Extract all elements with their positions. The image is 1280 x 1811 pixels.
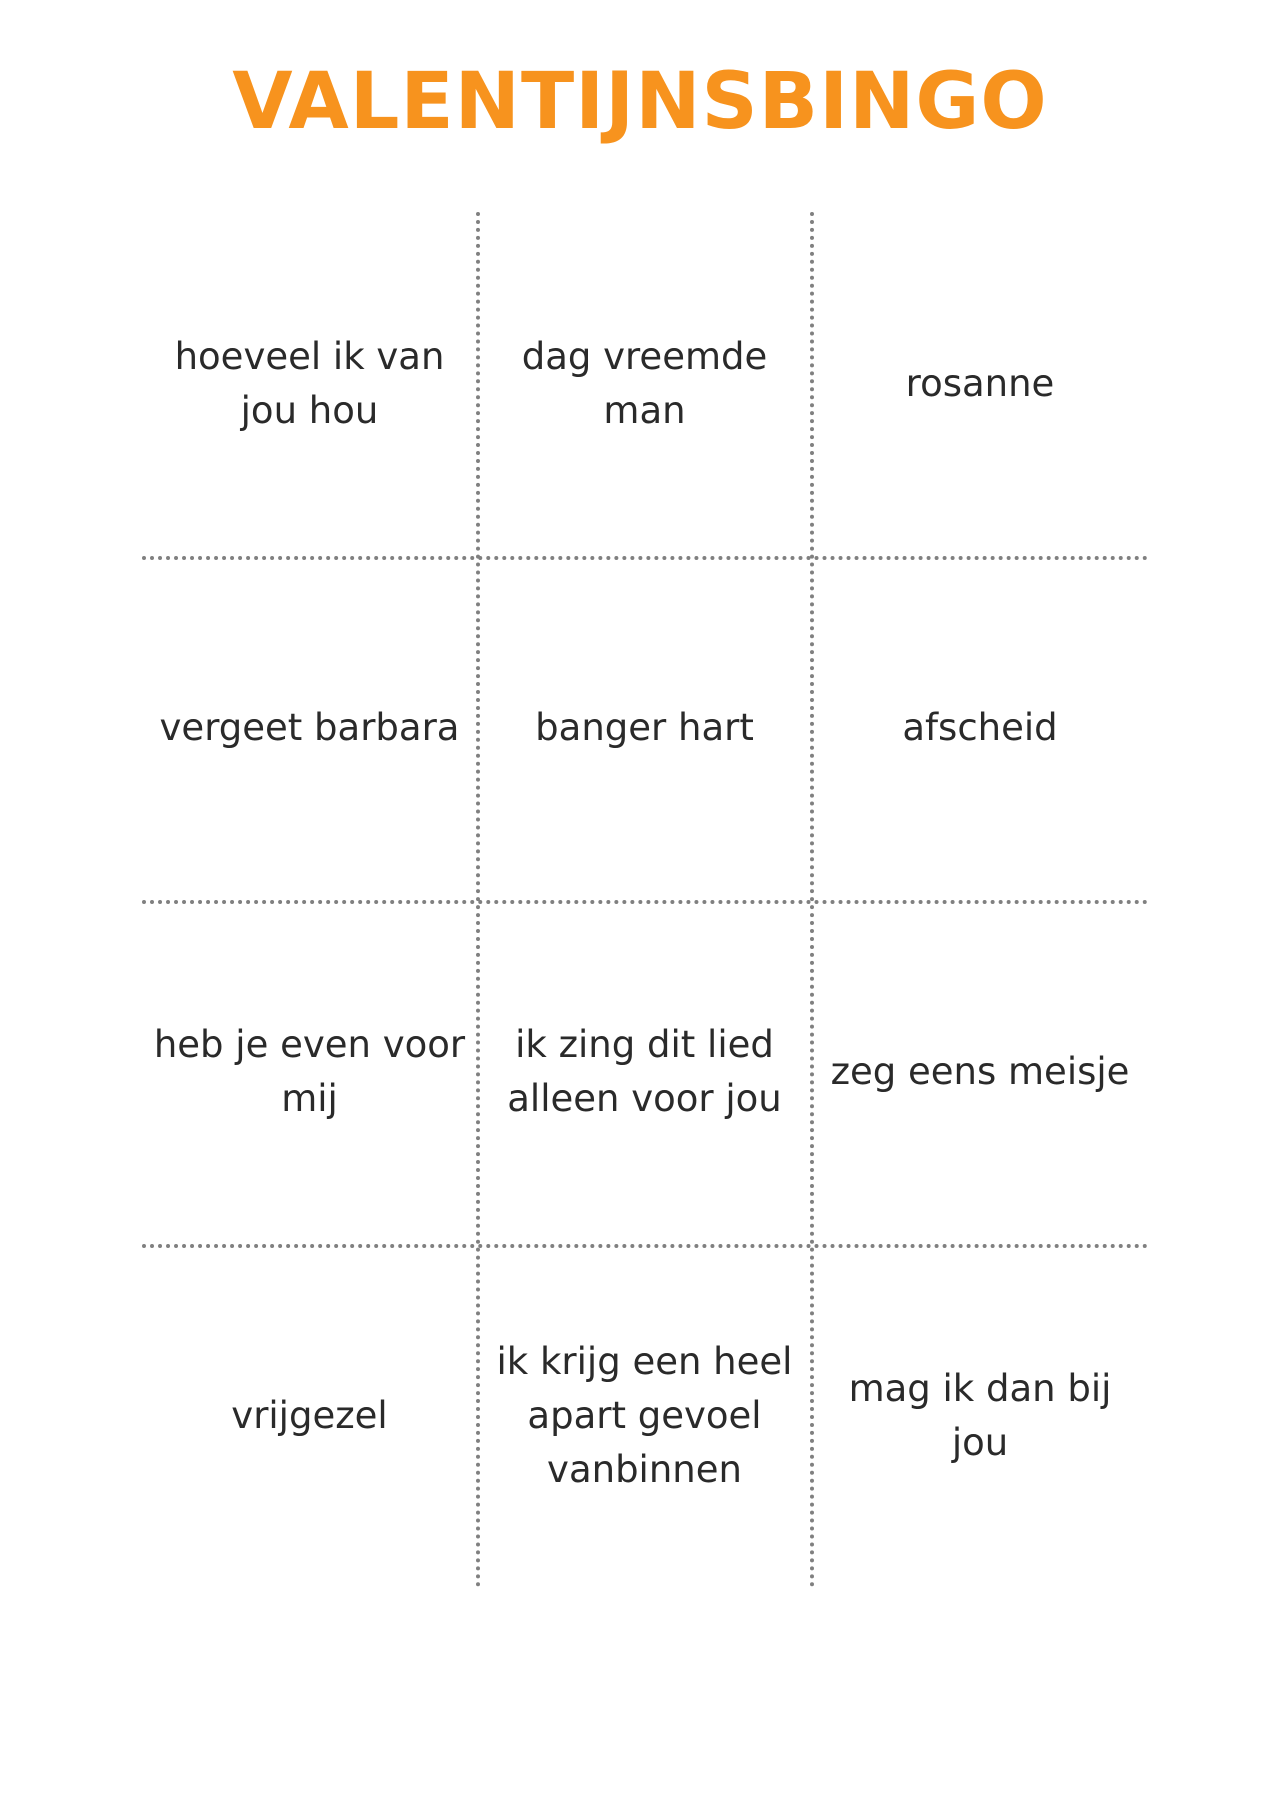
bingo-cell-text: ik zing dit lied alleen voor jou [507,1023,782,1120]
bingo-cell-3 [812,212,1148,556]
bingo-cell-7 [142,900,477,1244]
bingo-cell-4 [142,556,477,900]
bingo-cell-text: mag ik dan bij jou [848,1367,1112,1464]
bingo-cell-2 [477,212,812,556]
bingo-cell-text: dag vreemde man [521,335,768,432]
page-title: VALENTIJNSBINGO [232,57,1048,147]
bingo-cell-11 [477,1244,812,1588]
bingo-cell-text: rosanne [905,362,1055,405]
bingo-cell-text: vergeet barbara [159,706,460,749]
bingo-cell-text: zeg eens meisje [830,1050,1130,1093]
bingo-cell-5 [477,556,812,900]
bingo-cell-1 [142,212,477,556]
bingo-cell-text: afscheid [902,706,1058,749]
bingo-grid [142,212,1148,1588]
bingo-cell-6 [812,556,1148,900]
bingo-cell-text: vrijgezel [231,1394,388,1437]
bingo-cell-10 [142,1244,477,1588]
bingo-cell-8 [477,900,812,1244]
bingo-cell-text: ik krijg een heel apart gevoel vanbinnen [496,1340,793,1491]
bingo-cell-text: banger hart [535,706,754,749]
bingo-cell-text: hoeveel ik van jou hou [174,335,445,432]
bingo-cell-9 [812,900,1148,1244]
bingo-cell-12 [812,1244,1148,1588]
bingo-cell-text: heb je even voor mij [153,1023,466,1120]
